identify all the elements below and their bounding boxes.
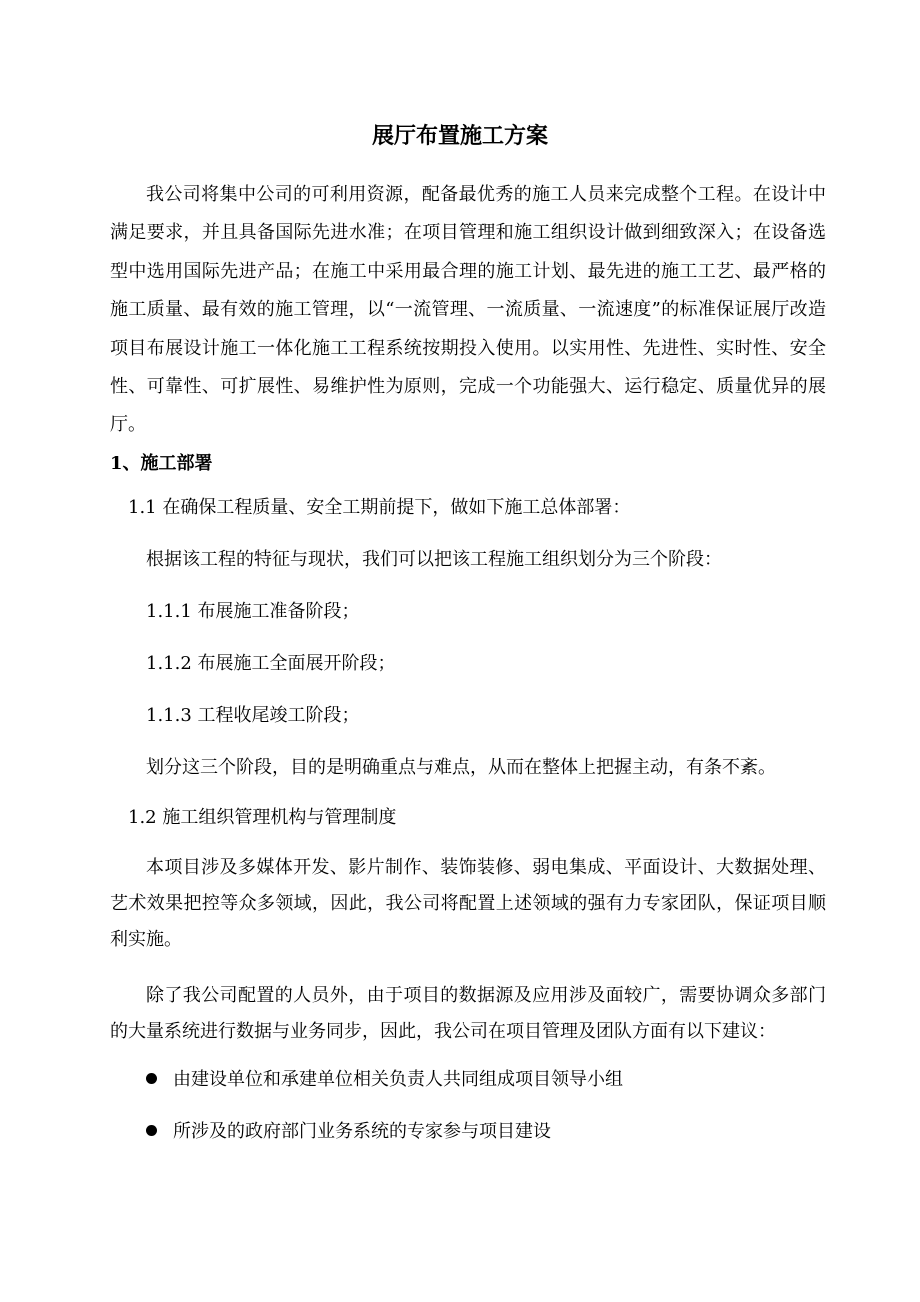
subsection-1-1: 1.1 在确保工程质量、安全工期前提下，做如下施工总体部署：	[128, 497, 631, 518]
intro-paragraph: 我公司将集中公司的可利用资源，配备最优秀的施工人员来完成整个工程。在设计中满足要求，并且具备国际先进水准；在项目管理和施工组织设计做到细致深入；在设备选型中选用国际先进产品；在施工中采用最合理的施工计划、最先进的施工工艺、最严格的施工质量、最有效的施工管理，以“一流管理、一流质量、一流速度”的标准保证展厅改造项目布展设计施工一体化施工工程系统按期投入使用。以实用性、先进性、实时性、安全性、可靠性、可扩展性、易维护性为原则，完成一个功能强大、运行稳定、质量优异的展厅。	[110, 184, 826, 436]
bullet-item	[146, 1066, 623, 1094]
stage-1-1-2: 1.1.2 布展施工全面展开阶段；	[146, 653, 396, 674]
stage-1-1-1: 1.1.1 布展施工准备阶段；	[146, 601, 360, 622]
bullet-text: 由建设单位和承建单位相关负责人共同组成项目领导小组	[173, 1069, 623, 1090]
stage-1-1-3: 1.1.3 工程收尾竣工阶段；	[146, 705, 360, 726]
bullet-item	[146, 1118, 551, 1146]
bullet-dot-icon	[146, 1125, 157, 1136]
document-title: 展厅布置施工方案	[371, 123, 548, 149]
subsection-1-1-intro: 根据该工程的特征与现状，我们可以把该工程施工组织划分为三个阶段：	[146, 549, 722, 570]
bullet-dot-icon	[146, 1073, 157, 1084]
subsection-1-2-paragraph-1: 本项目涉及多媒体开发、影片制作、装饰装修、弱电集成、平面设计、大数据处理、艺术效果把控等众多领域，因此，我公司将配置上述领域的强有力专家团队，保证项目顺利实施。	[110, 857, 826, 950]
subsection-1-2-paragraph-2: 除了我公司配置的人员外，由于项目的数据源及应用涉及面较广，需要协调众多部门的大量系统进行数据与业务同步，因此，我公司在项目管理及团队方面有以下建议：	[110, 985, 826, 1042]
section-heading-1: 1、施工部署	[110, 453, 213, 474]
bullet-text: 所涉及的政府部门业务系统的专家参与项目建设	[173, 1121, 551, 1142]
subsection-1-2: 1.2 施工组织管理机构与管理制度	[128, 807, 397, 828]
stage-summary: 划分这三个阶段，目的是明确重点与难点，从而在整体上把握主动，有条不紊。	[146, 757, 776, 778]
